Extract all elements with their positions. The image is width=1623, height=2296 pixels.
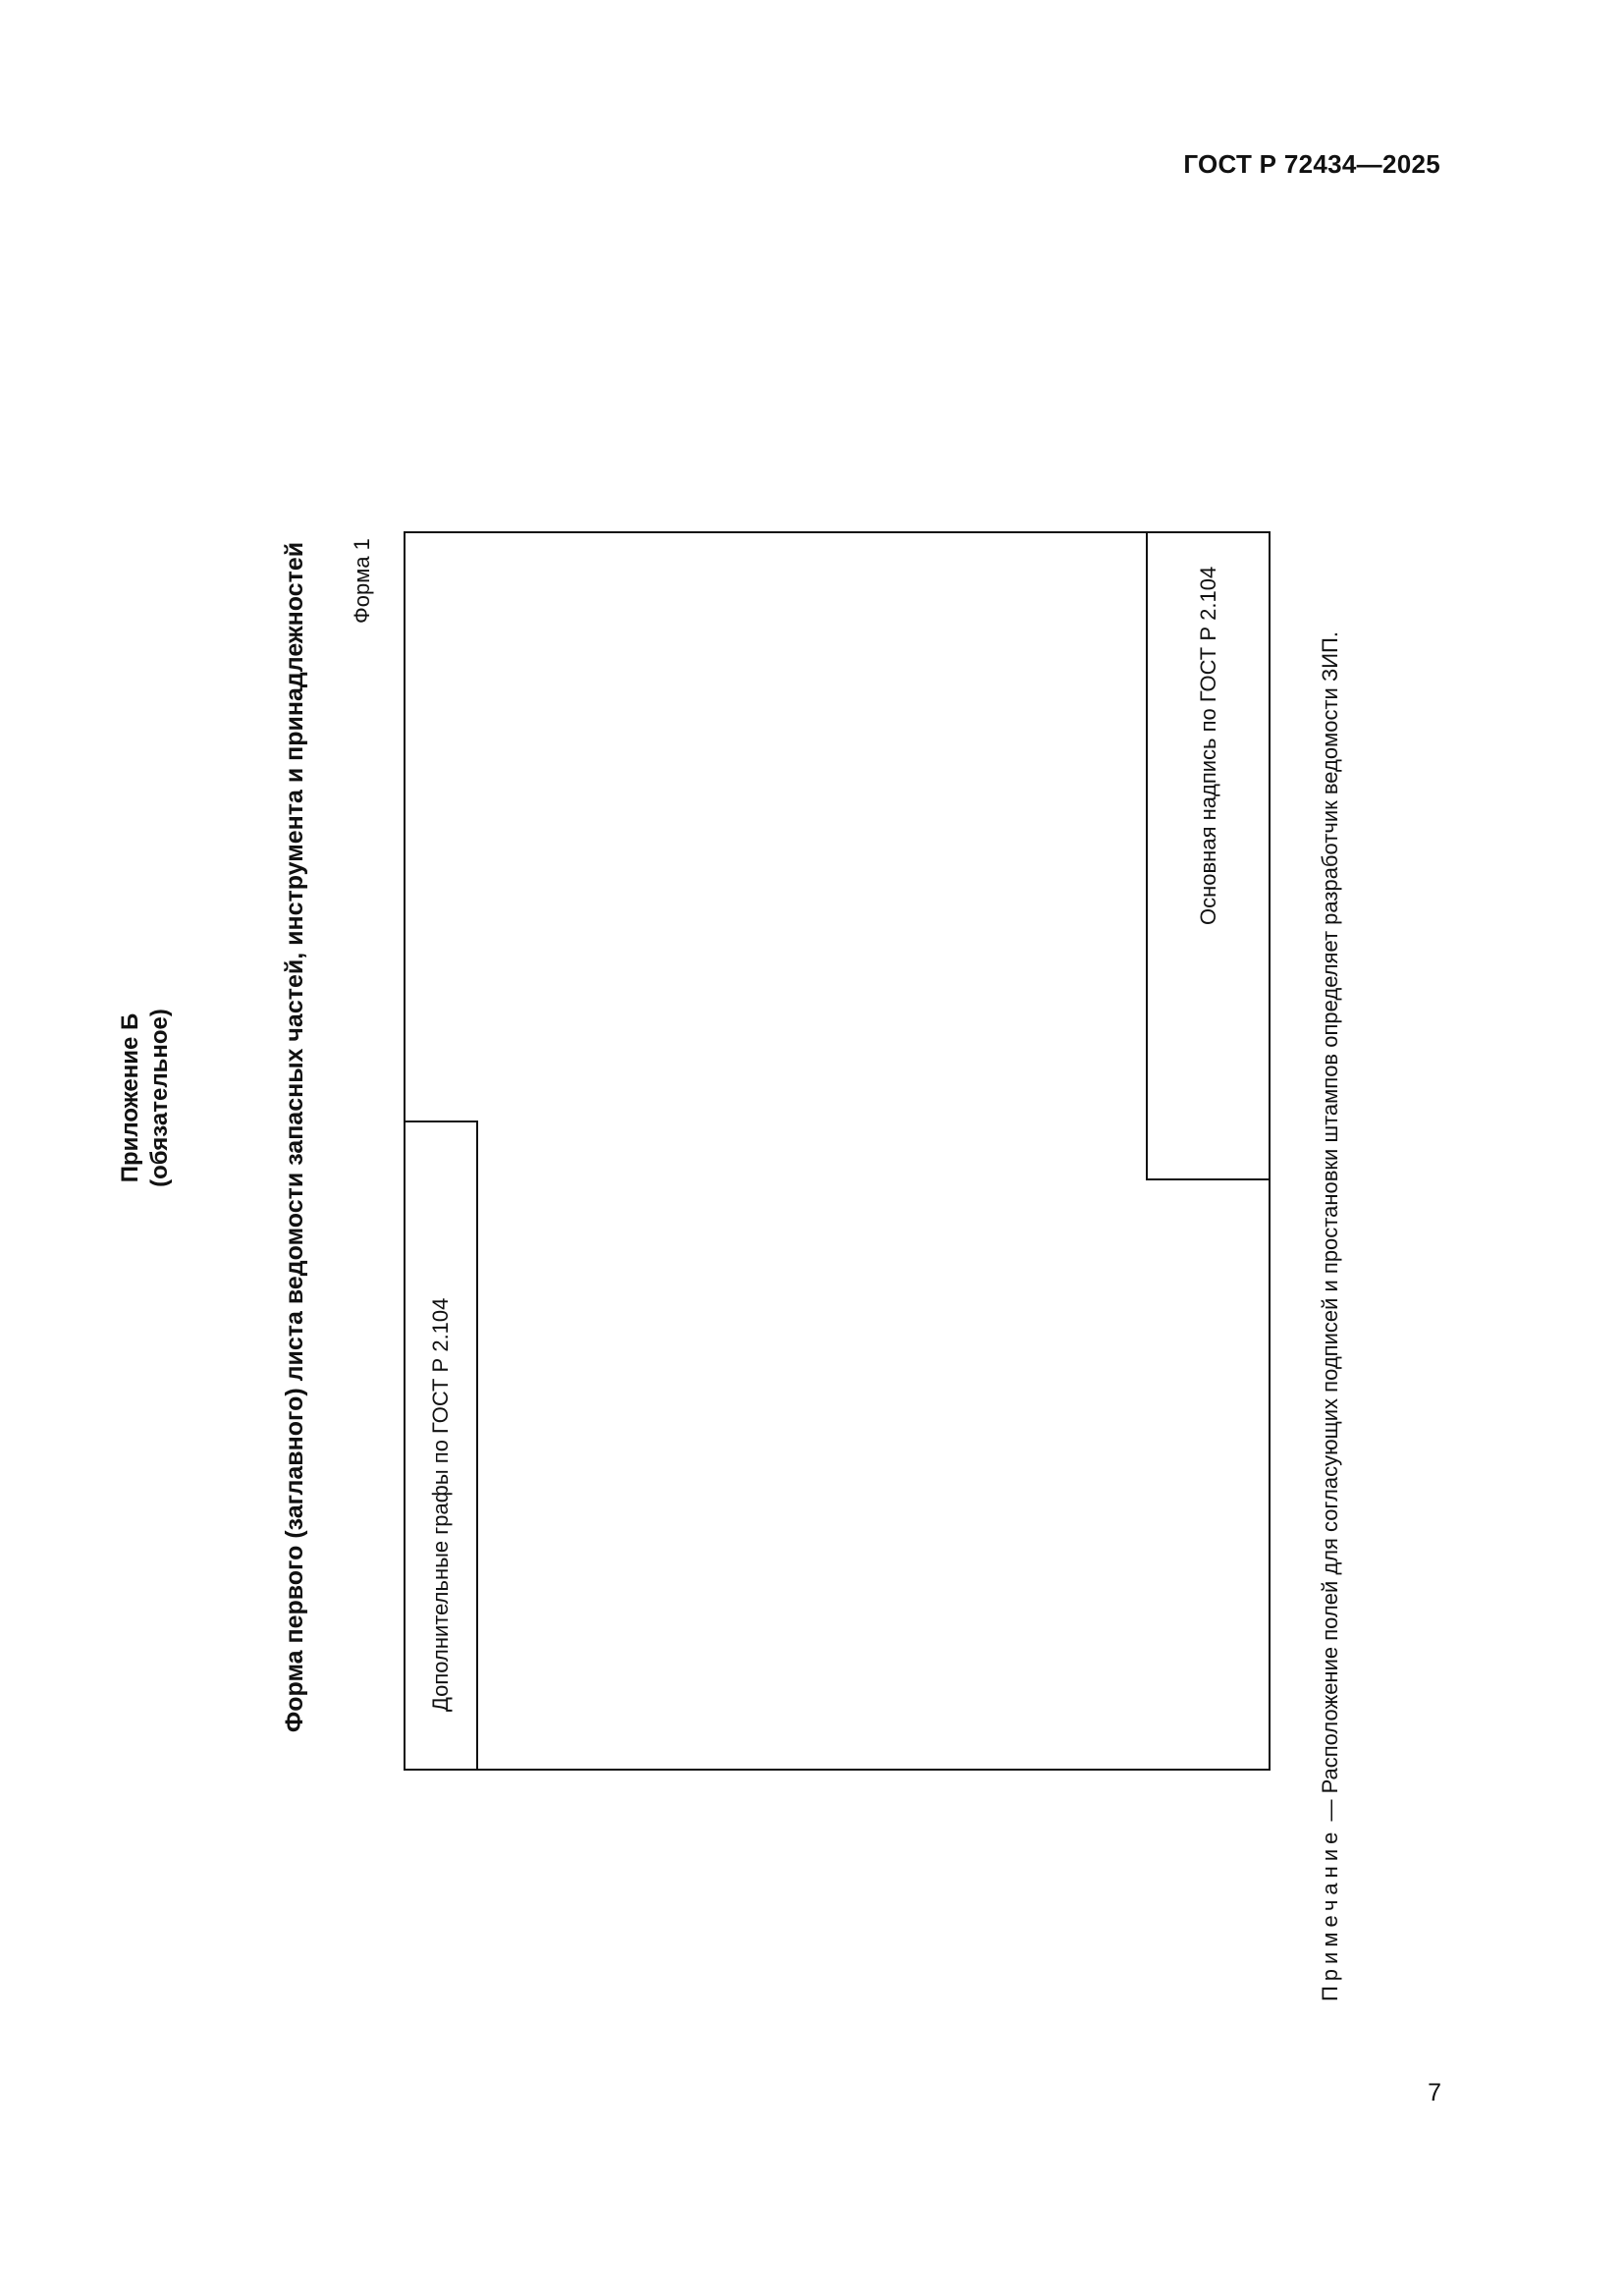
annex-heading [116, 951, 175, 1245]
standard-number: ГОСТ Р 72434—2025 [1183, 149, 1440, 179]
extra-fields-box [404, 1121, 478, 1771]
annex-title: Приложение Б [117, 1012, 143, 1183]
title-block-label: Основная надпись по ГОСТ Р 2.104 [1195, 566, 1220, 925]
form-label: Форма 1 [350, 538, 374, 624]
extra-fields-label: Дополнительные графы по ГОСТ Р 2.104 [428, 1297, 453, 1712]
form-title: Форма первого (заглавного) листа ведомости запасных частей, инструмента и принадлежностей [281, 541, 308, 1733]
note-text: — Расположение полей для согласующих подписей и простановки штампов определяет разработчик ведомости ЗИП. [1318, 631, 1342, 1828]
annex-status: (обязательное) [146, 1009, 173, 1187]
note-prefix: Примечание [1318, 1827, 1342, 2001]
form-frame [404, 531, 1271, 1771]
page-number: 7 [1428, 2079, 1441, 2106]
title-block-box [1146, 531, 1271, 1180]
note [1318, 631, 1343, 2001]
